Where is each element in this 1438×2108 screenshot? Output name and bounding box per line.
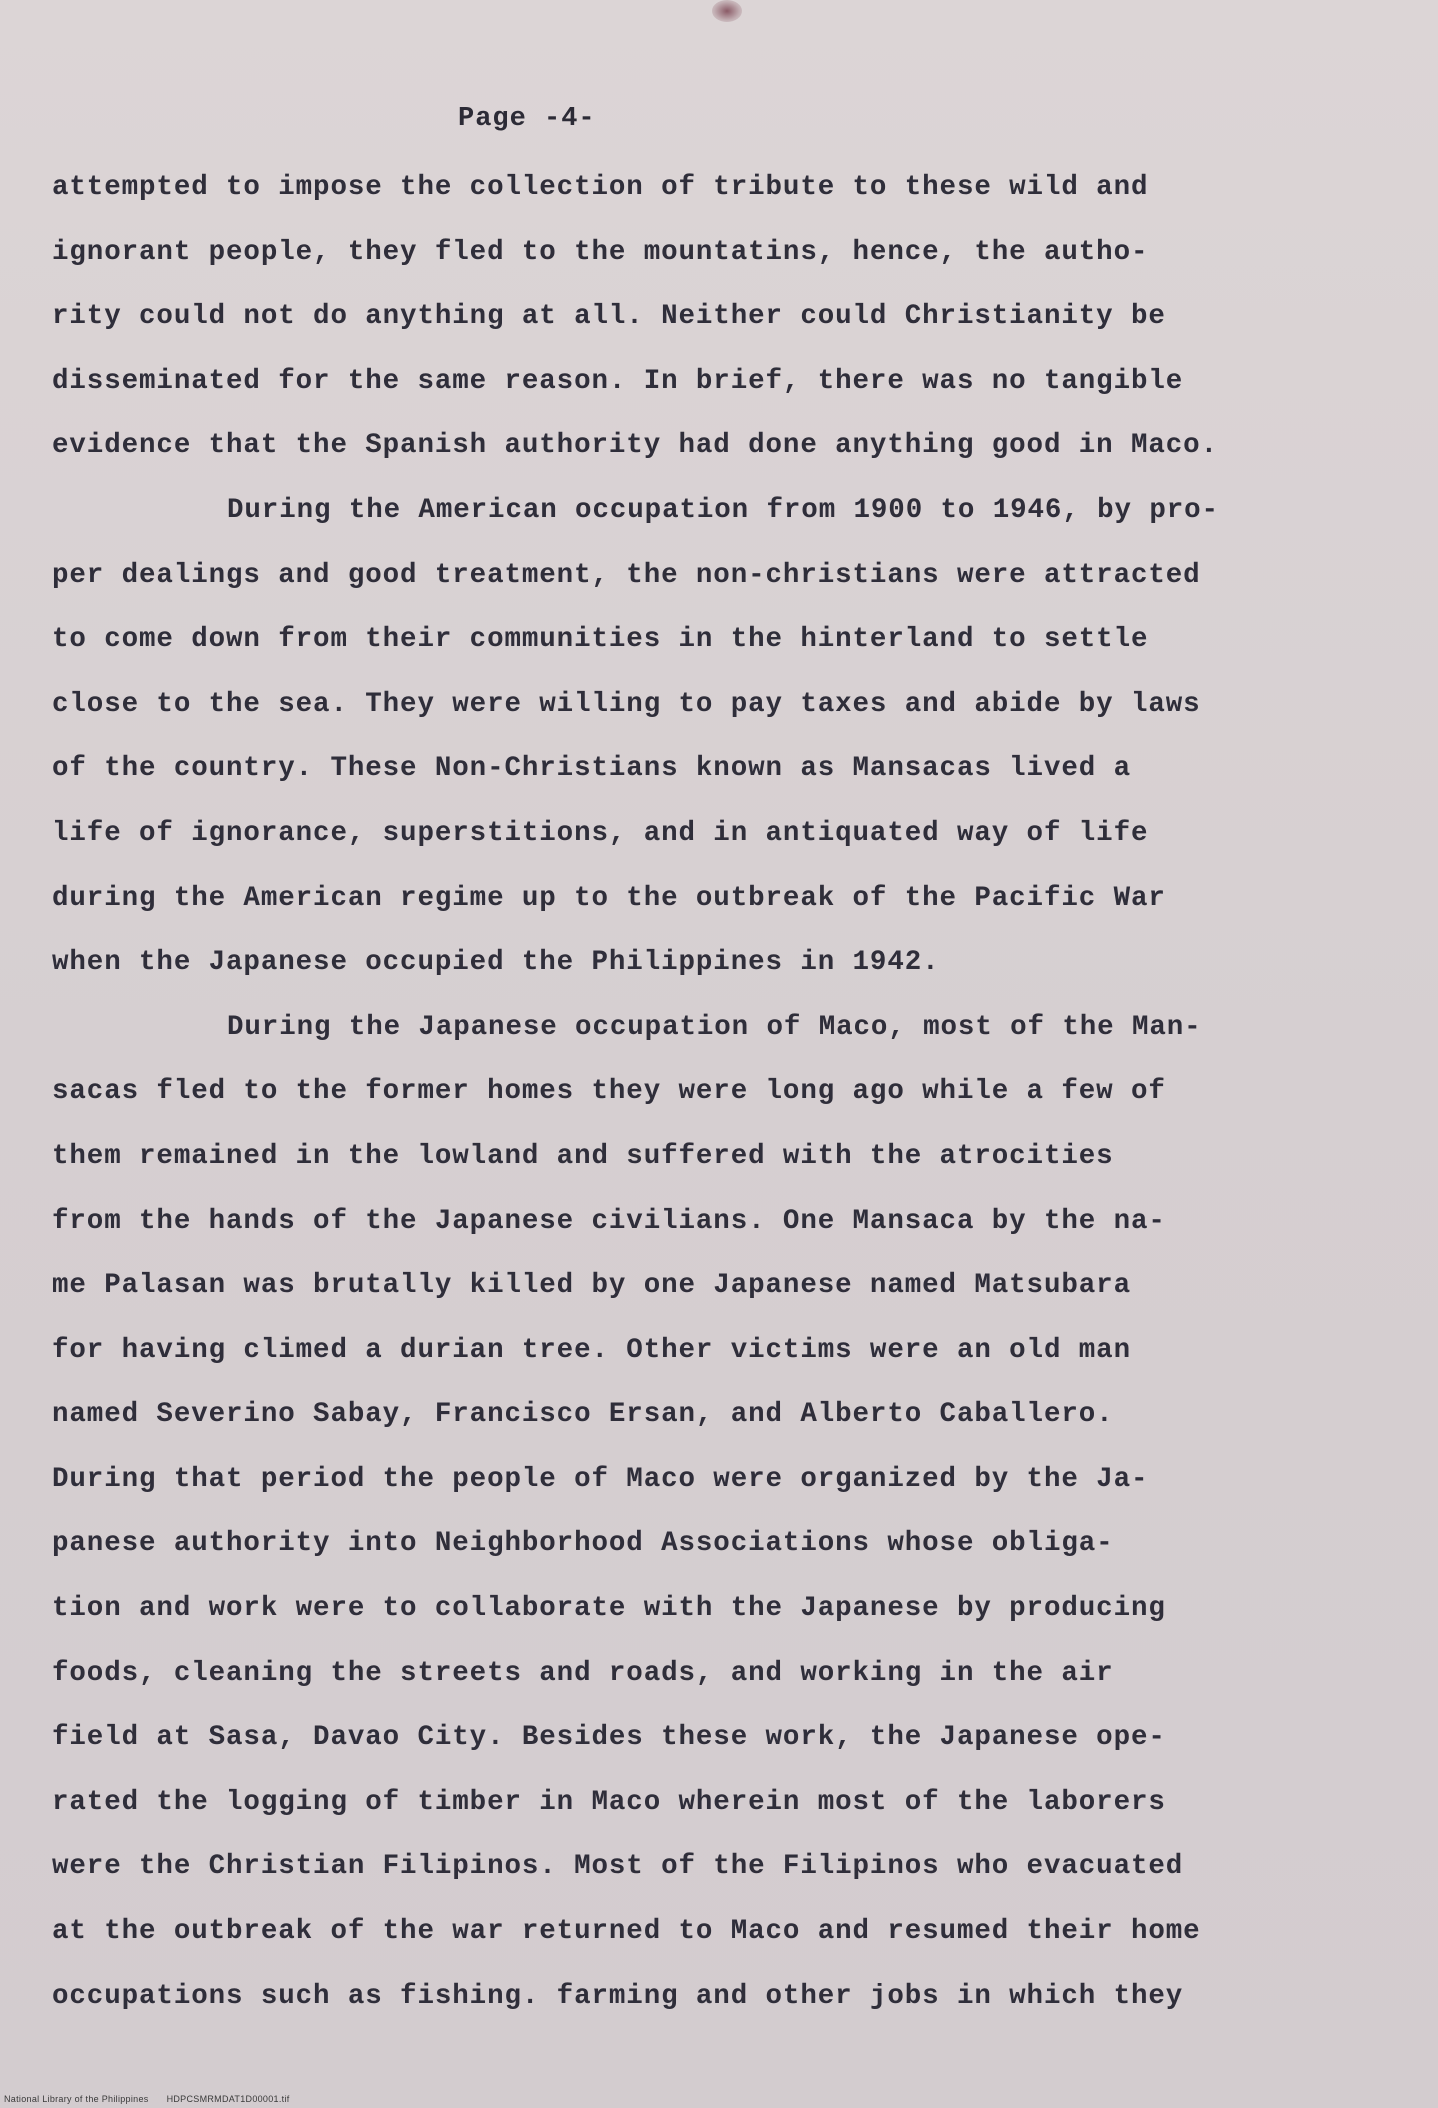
text-line: During that period the people of Maco were organized by the Ja- [52,1463,1149,1495]
text-line: per dealings and good treatment, the non-christians were attracted [52,559,1201,591]
text-line: tion and work were to collaborate with the Japanese by producing [52,1593,1166,1625]
text-line: at the outbreak of the war returned to Maco and resumed their home [52,1916,1201,1948]
text-line: were the Christian Filipinos. Most of the Filipinos who evacuated [52,1851,1184,1883]
text-line: attempted to impose the collection of tribute to these wild and [52,172,1149,203]
text-line: them remained in the lowland and suffered with the atrocities [52,1140,1114,1172]
text-line: panese authority into Neighborhood Associations whose obliga- [52,1528,1114,1560]
text-line: foods, cleaning the streets and roads, and working in the air [52,1657,1114,1689]
text-line: evidence that the Spanish authority had done anything good in Maco. [52,430,1218,462]
text-line: for having climed a durian tree. Other victims were an old man [52,1334,1131,1366]
text-line: life of ignorance, superstitions, and in antiquated way of life [52,817,1149,849]
text-line: to come down from their communities in the hinterland to settle [52,624,1149,656]
text-line: During the Japanese occupation of Maco, most of the Man- [227,1011,1202,1043]
ink-stain [712,0,742,22]
footer [4,2094,290,2104]
text-line: disseminated for the same reason. In brief, there was no tangible [52,365,1184,397]
text-line: During the American occupation from 1900 to 1946, by pro- [227,494,1219,526]
text-line: during the American regime up to the outbreak of the Pacific War [52,882,1166,914]
text-line: sacas fled to the former homes they were long ago while a few of [52,1076,1166,1108]
text-line: close to the sea. They were willing to pay taxes and abide by laws [52,688,1201,720]
page-header: Page -4- [458,104,596,134]
text-line: of the country. These Non-Christians known as Mansacas lived a [52,753,1131,785]
text-line: rity could not do anything at all. Neither could Christianity be [52,301,1166,333]
text-line: occupations such as fishing. farming and other jobs in which they [52,1980,1184,2012]
text-line: field at Sasa, Davao City. Besides these work, the Japanese ope- [52,1722,1166,1754]
footer-file-id: HDPCSMRMDAT1D00001.tif [166,2094,290,2104]
text-line: from the hands of the Japanese civilians. One Mansaca by the na- [52,1205,1166,1237]
text-line: rated the logging of timber in Maco wherein most of the laborers [52,1786,1166,1818]
text-line: ignorant people, they fled to the mountatins, hence, the autho- [52,236,1149,268]
footer-library: National Library of the Philippines [4,2094,149,2104]
text-line: me Palasan was brutally killed by one Japanese named Matsubara [52,1270,1131,1302]
text-line: named Severino Sabay, Francisco Ersan, and Alberto Caballero. [52,1399,1114,1431]
text-line: when the Japanese occupied the Philippines in 1942. [52,947,940,979]
body-text [52,168,1392,2041]
